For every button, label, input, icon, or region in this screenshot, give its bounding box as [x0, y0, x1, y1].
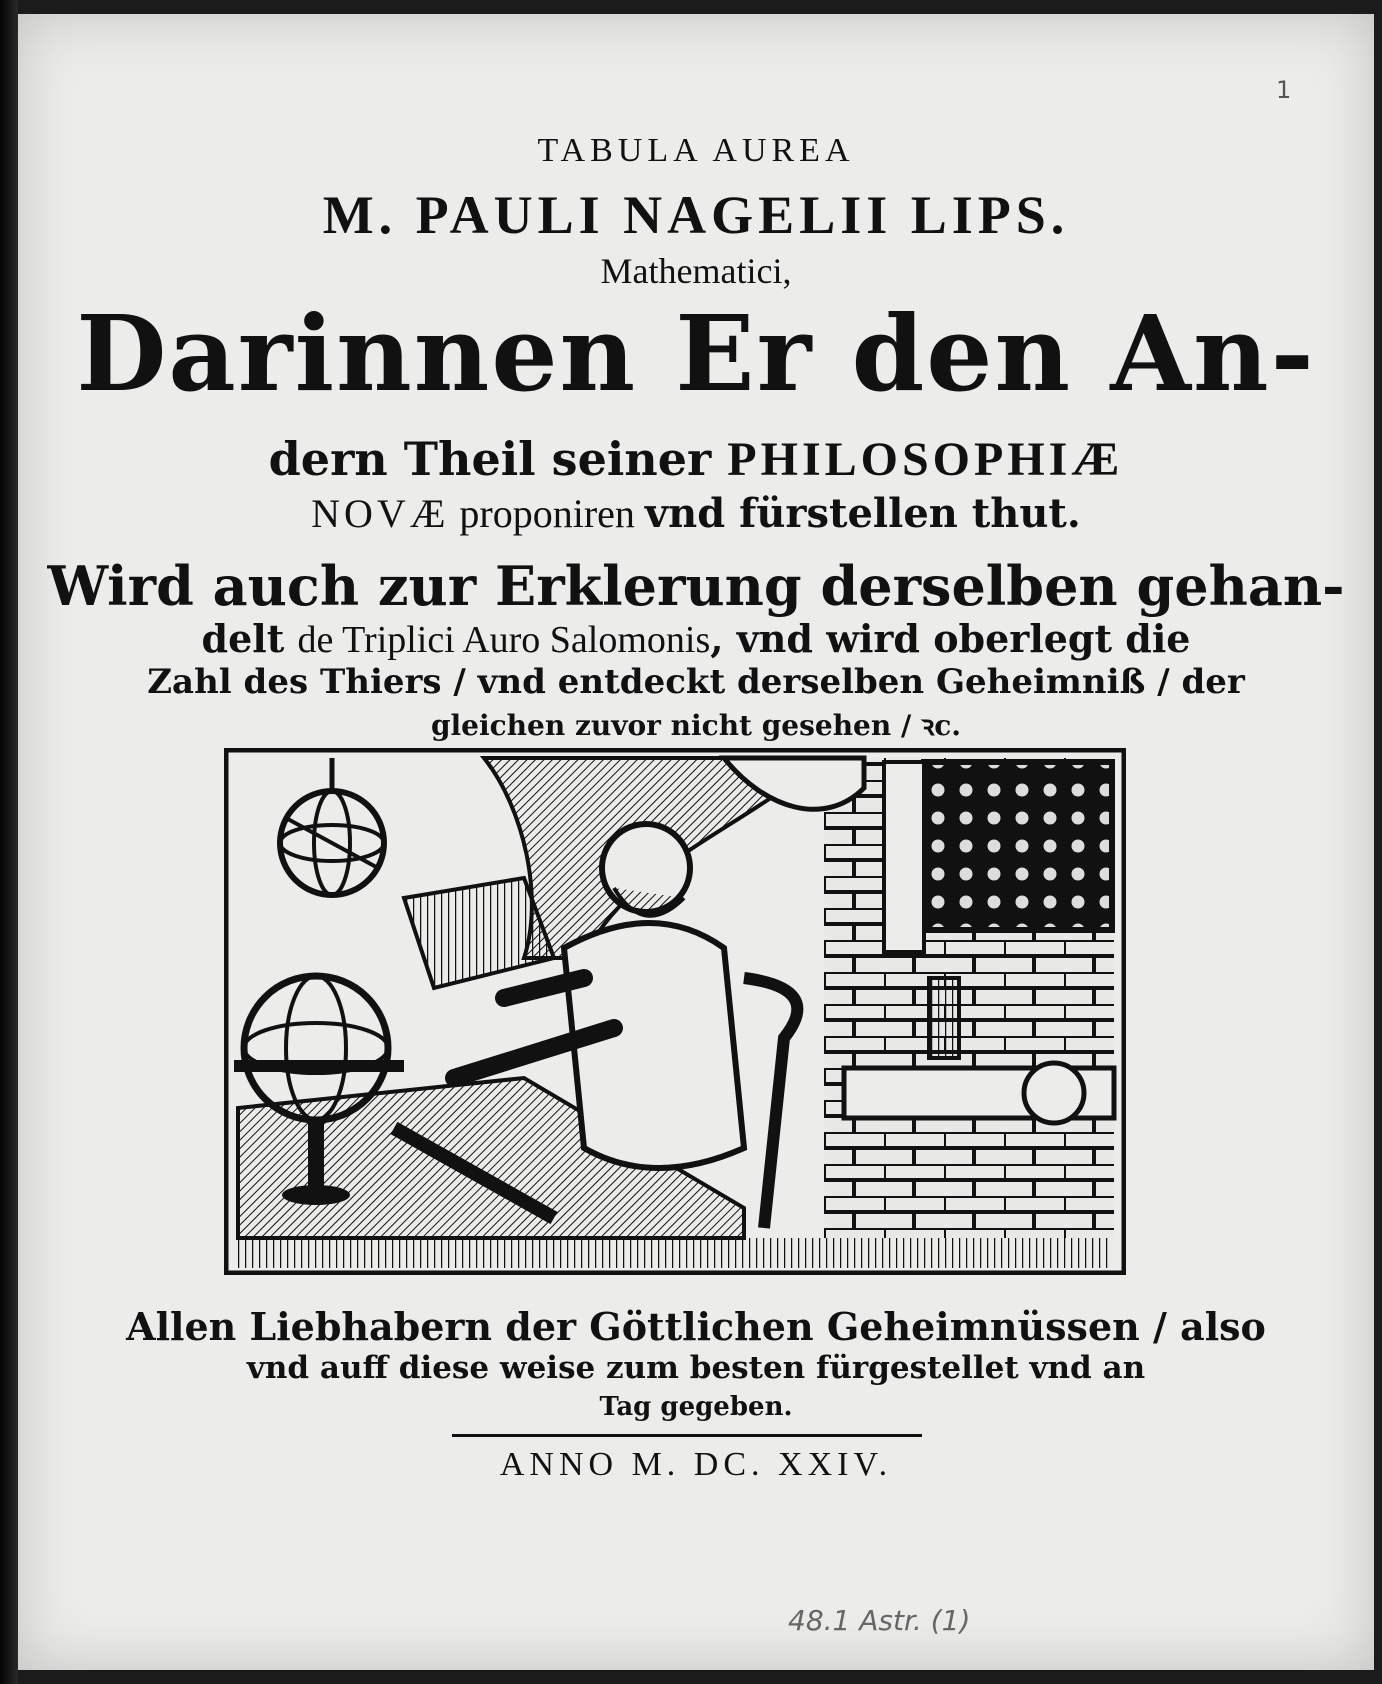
- description-oberlegt: , vnd wird oberlegt die: [710, 616, 1191, 661]
- subtitle-proponiren: proponiren: [449, 491, 645, 536]
- subtitle-line-1-blackletter: dern Theil seiner: [268, 432, 728, 486]
- dedication-line-3: Tag gegeben.: [599, 1392, 793, 1422]
- subtitle-philosophiae: PHILOSOPHIÆ: [727, 433, 1124, 486]
- description-delt: delt: [201, 616, 298, 661]
- scholar-woodcut-illustration: [224, 748, 1126, 1275]
- dedication-line-1: Allen Liebhabern der Göttlichen Geheimnüssen / also: [126, 1304, 1266, 1349]
- description-line-2: [18, 616, 1374, 662]
- description-line-4: gleichen zuvor nicht gesehen / ꝛc.: [430, 709, 962, 742]
- subtitle-fuerstellen: vnd fürstellen thut.: [644, 490, 1081, 537]
- description-line-3: Zahl des Thiers / vnd entdeckt derselben Geheimniß / der: [147, 662, 1245, 702]
- dedication-line-2: vnd auff diese weise zum besten fürgestellet vnd an: [246, 1350, 1146, 1386]
- divider-rule: [452, 1434, 922, 1437]
- subtitle-novae: NOVÆ: [311, 491, 450, 536]
- title-page: [18, 14, 1374, 1670]
- title-line-tabula-aurea: TABULA AUREA: [537, 132, 855, 169]
- headline-darinnen: Darinnen Er den An-: [76, 292, 1316, 415]
- library-call-number: 48.1 Astr. (1): [788, 1604, 971, 1637]
- subtitle-line-1: [18, 432, 1374, 487]
- publication-year: ANNO M. DC. XXIV.: [499, 1446, 893, 1483]
- author-title-line: Mathematici,: [600, 251, 792, 291]
- author-line: M. PAULI NAGELII LIPS.: [322, 185, 1070, 245]
- corner-page-note: 1: [1276, 76, 1292, 104]
- description-line-1: Wird auch zur Erklerung derselben gehan-: [47, 554, 1345, 618]
- description-triplici: de Triplici Auro Salomonis: [297, 619, 711, 661]
- page-edge-shadow: [0, 0, 18, 1684]
- subtitle-line-2: [18, 490, 1374, 537]
